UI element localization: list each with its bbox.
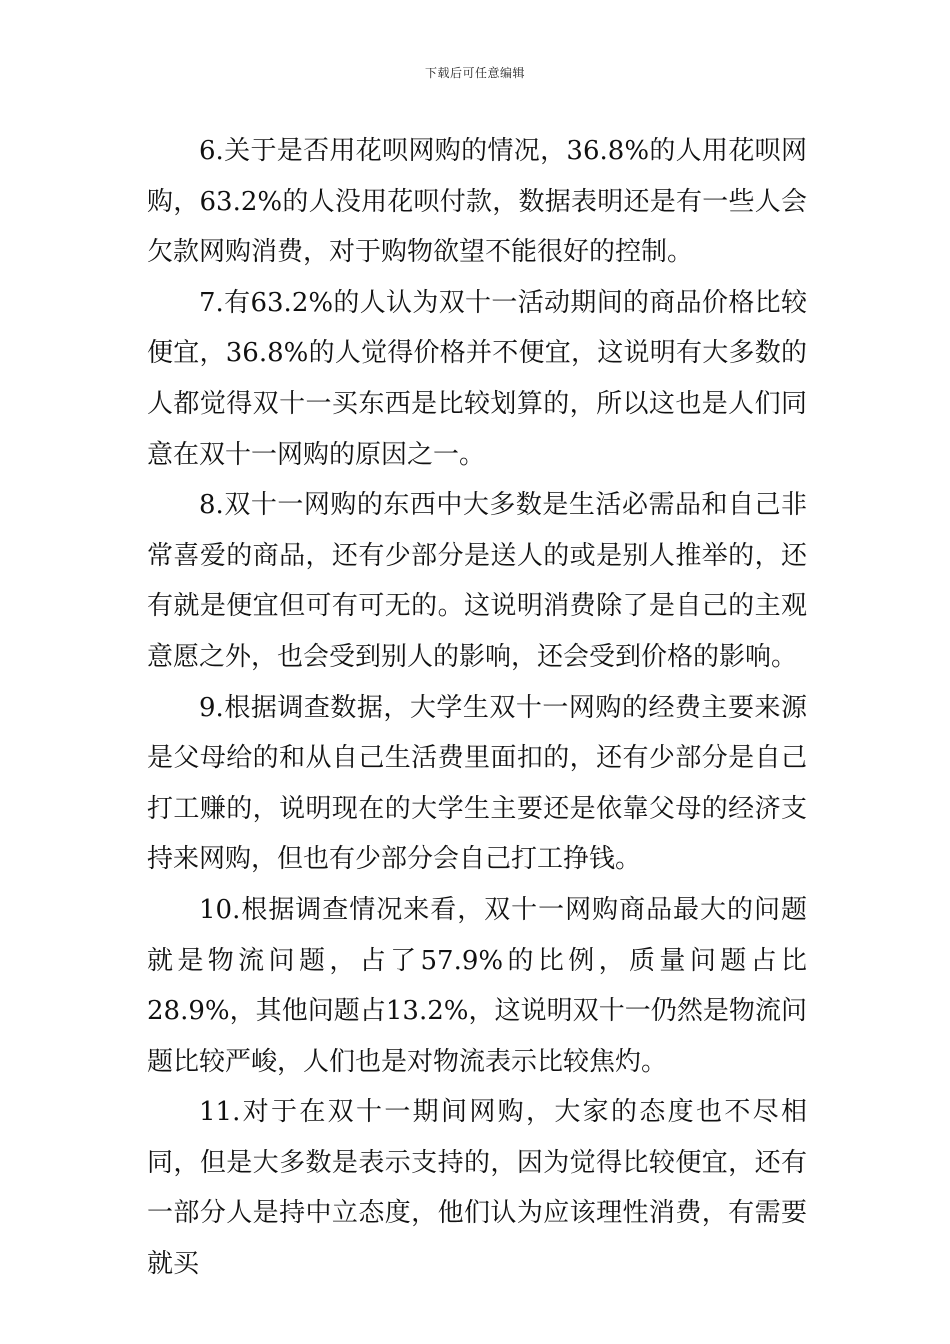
paragraph-9: 9.根据调查数据，大学生双十一网购的经费主要来源是父母给的和从自己生活费里面扣的，还有少部分是自己打工赚的，说明现在的大学生主要还是依靠父母的经济支持来网购，但也有少部分会自己打工挣钱。 bbox=[147, 692, 807, 875]
paragraph-10: 10.根据调查情况来看，双十一网购商品最大的问题就是物流问题，占了57.9%的比例，质量问题占比28.9%，其他问题占13.2%，这说明双十一仍然是物流问题比较严峻，人们也是对物流表示比较焦灼。 bbox=[147, 894, 807, 1077]
paragraph-8: 8.双十一网购的东西中大多数是生活必需品和自己非常喜爱的商品，还有少部分是送人的或是别人推举的，还有就是便宜但可有可无的。这说明消费除了是自己的主观意愿之外，也会受到别人的影响，还会受到价格的影响。 bbox=[147, 490, 807, 672]
paragraph-7: 7.有63.2%的人认为双十一活动期间的商品价格比较便宜，36.8%的人觉得价格并不便宜，这说明有大多数的人都觉得双十一买东西是比较划算的，所以这也是人们同意在双十一网购的原因之一。 bbox=[147, 287, 807, 470]
paragraph-6: 6.关于是否用花呗网购的情况，36.8%的人用花呗网购，63.2%的人没用花呗付款，数据表明还是有一些人会欠款网购消费，对于购物欲望不能很好的控制。 bbox=[147, 136, 807, 268]
page-header: 下载后可任意编辑 bbox=[424, 66, 525, 80]
paragraph-11: 11.对于在双十一期间网购，大家的态度也不尽相同，但是大多数是表示支持的，因为觉得比较便宜，还有一部分人是持中立态度，他们认为应该理性消费，有需要就买 bbox=[147, 1097, 807, 1280]
document-body bbox=[147, 126, 807, 1290]
